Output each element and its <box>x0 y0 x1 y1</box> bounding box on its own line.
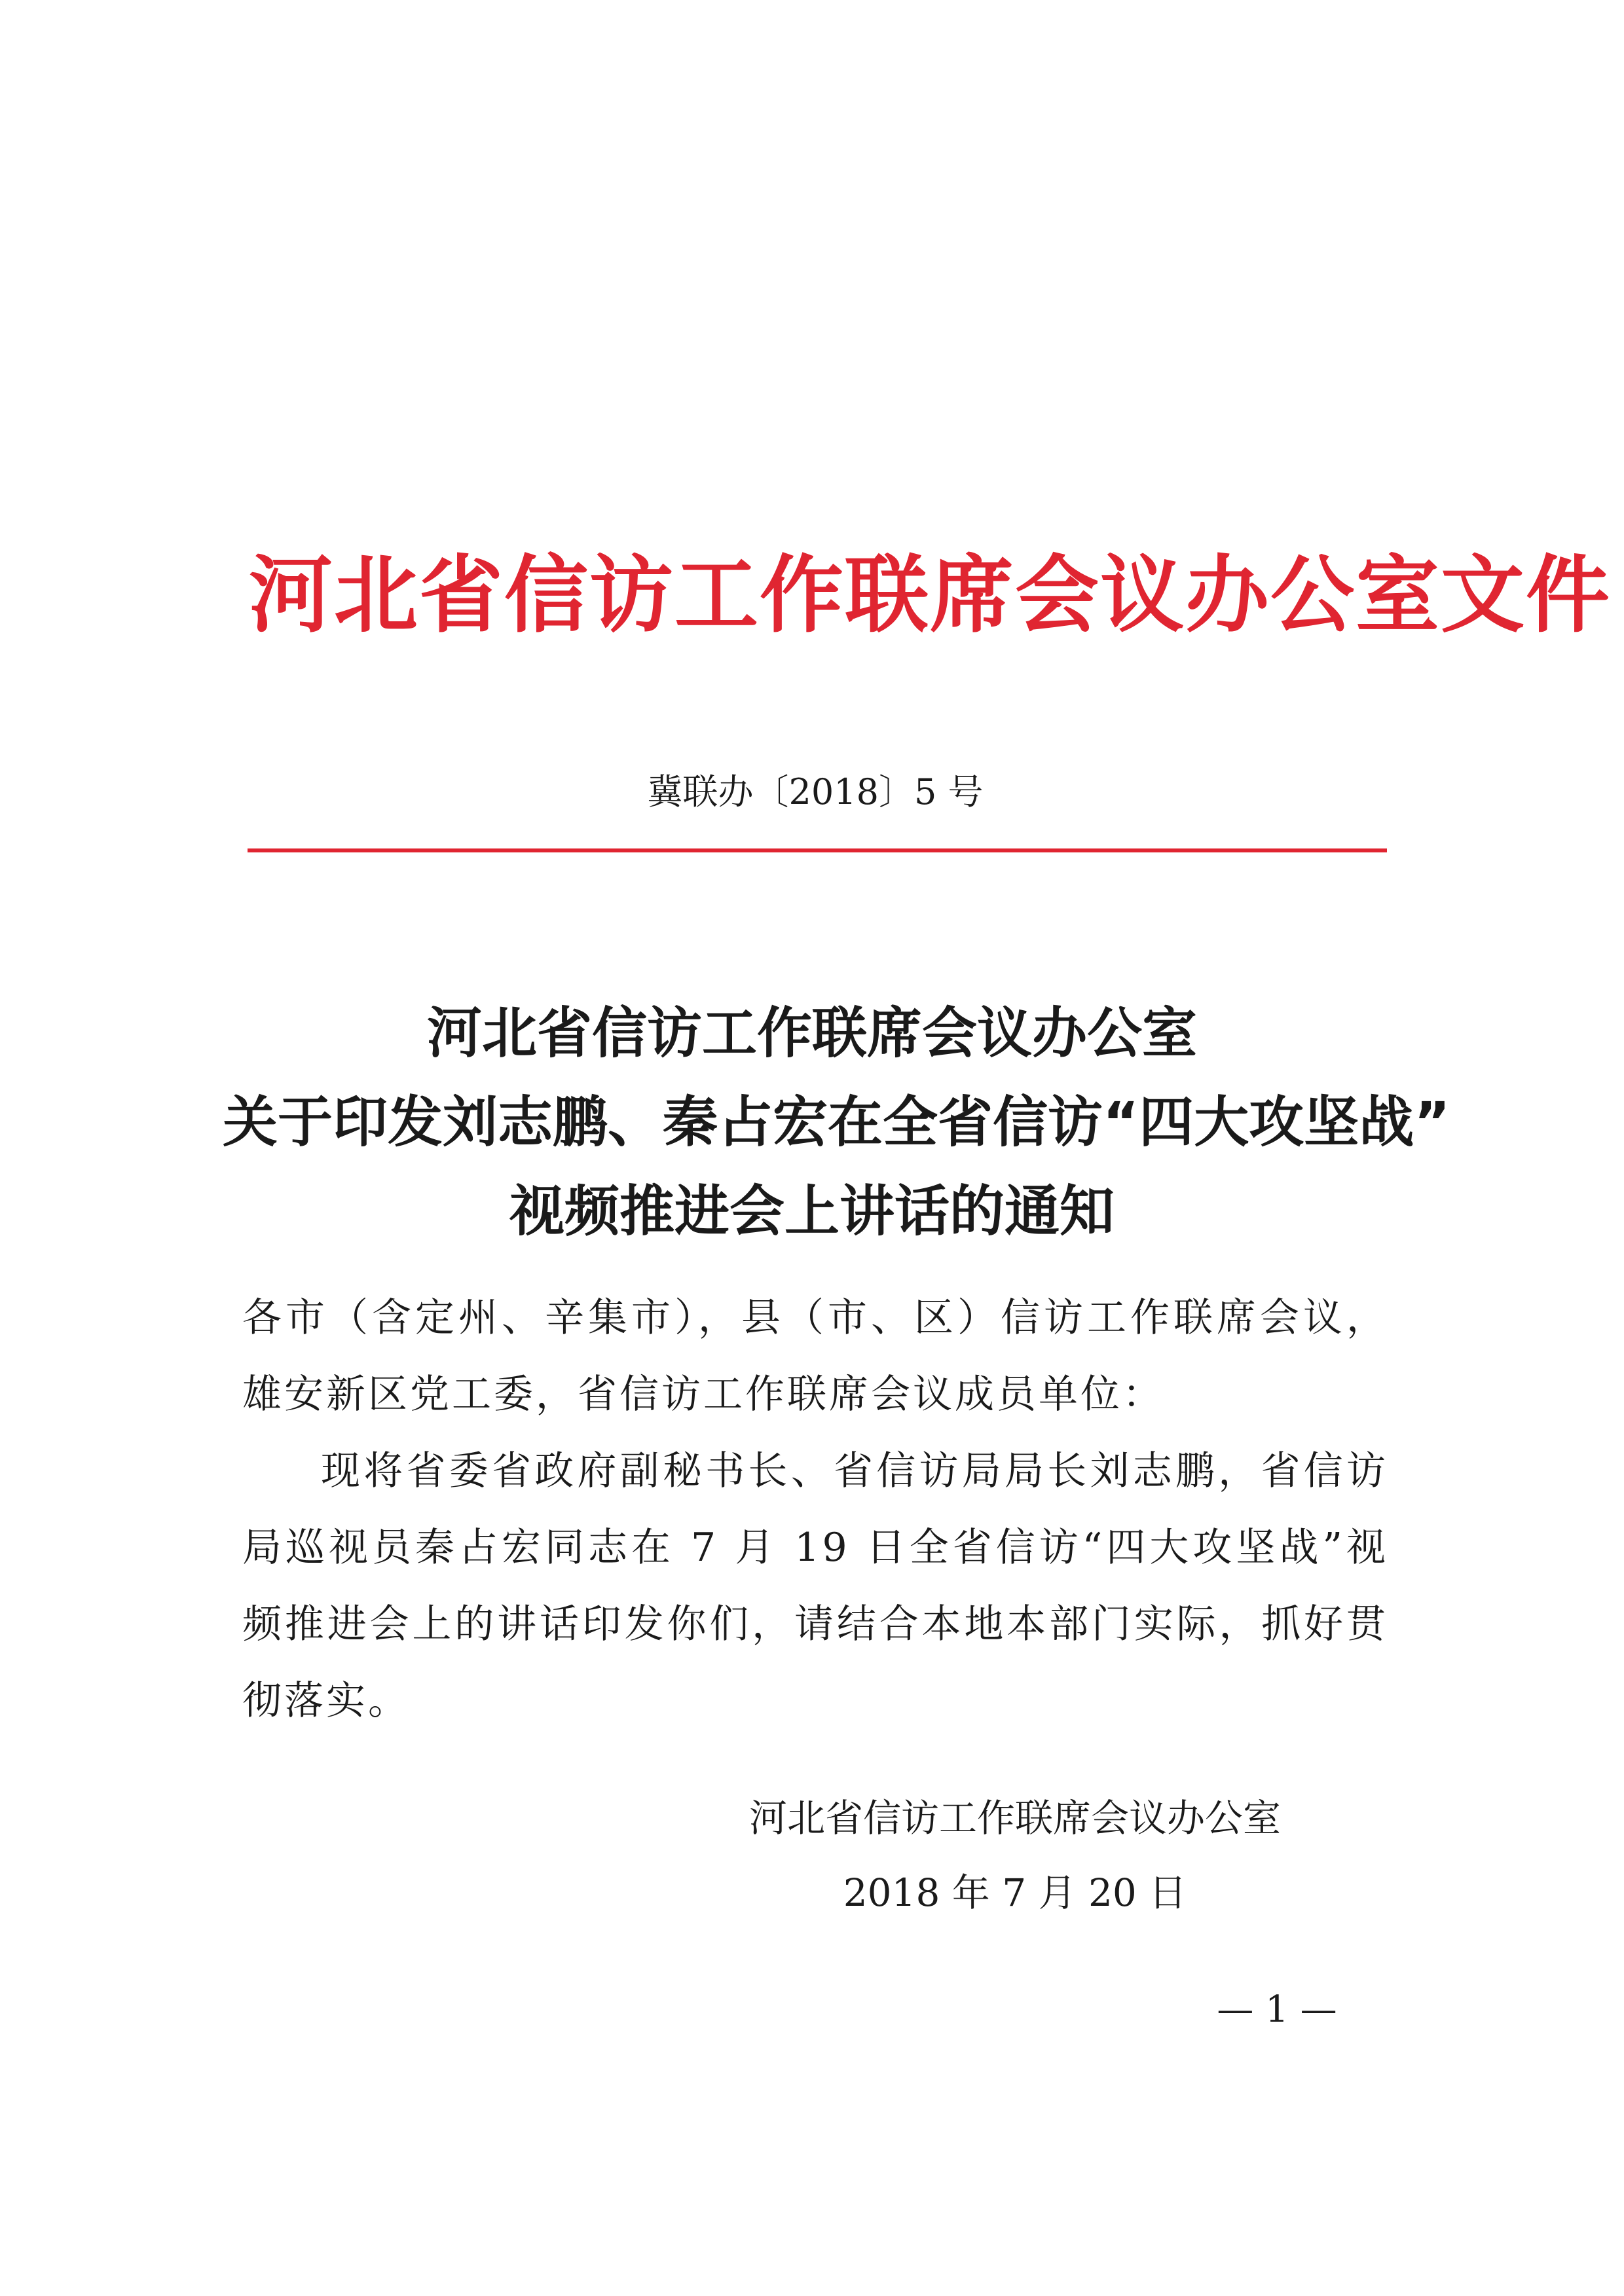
header-divider <box>248 848 1387 852</box>
notice-body <box>242 1280 1388 1740</box>
signature-date: 2018 年 7 月 20 日 <box>843 1870 1187 1915</box>
content-paragraph: 现将省委省政府副秘书长、省信访局局长刘志鹏，省信访局巡视员秦占宏同志在 7 月 19 日全省信访“四大攻坚战”视频推进会上的讲话印发你们，请结合本地本部门实际，抓好贯彻落实。 <box>242 1448 1388 1724</box>
notice-title <box>223 989 1450 1256</box>
signature-organization: 河北省信访工作联席会议办公室 <box>748 1796 1281 1840</box>
document-header-title: 河北省信访工作联席会议办公室文件 <box>249 547 1612 644</box>
signature-block <box>655 1781 1375 1930</box>
notice-title-line: 视频推进会上讲话的通知 <box>509 1179 1115 1243</box>
recipients-paragraph: 各市（含定州、辛集市），县（市、区）信访工作联席会议，雄安新区党工委，省信访工作联席会议成员单位： <box>242 1295 1388 1417</box>
notice-title-line: 关于印发刘志鹏、秦占宏在全省信访“四大攻坚战” <box>223 1090 1450 1154</box>
page-number: — 1 — <box>1217 1988 1337 2031</box>
document-number: 冀联办〔2018〕5 号 <box>647 771 984 812</box>
notice-title-line: 河北省信访工作联席会议办公室 <box>426 1001 1197 1065</box>
